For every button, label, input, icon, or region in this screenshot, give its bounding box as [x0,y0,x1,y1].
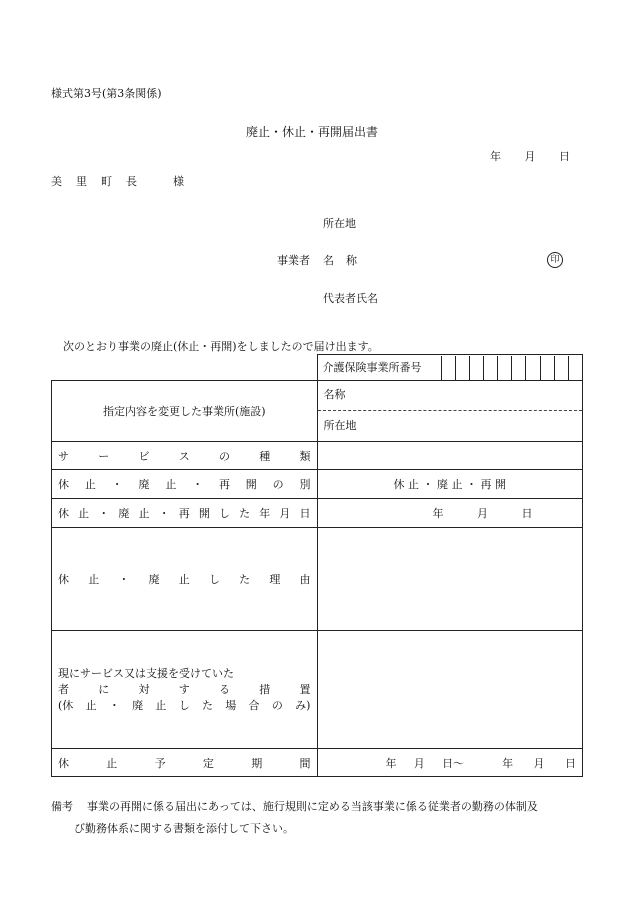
form-number: 様式第3号(第3条関係) [51,87,162,100]
office-number-digit[interactable] [442,356,456,380]
effective-date-field[interactable]: 年 月 日 [317,499,583,528]
notification-type-field[interactable]: 休 止 ・ 廃 止 ・ 再 開 [317,470,583,499]
measures-field[interactable] [317,631,583,749]
submission-date: 年 月 日 [490,150,570,163]
office-number-digit[interactable] [470,356,484,380]
office-number-digit[interactable] [569,356,582,380]
office-number-digit[interactable] [541,356,555,380]
office-label: 指定内容を変更した事業所(施設) [52,381,318,442]
planned-period-field[interactable]: 年 月 日～ 年 月 日 [317,749,583,777]
measures-label: 現にサービス又は支援を受けていた 者 に 対 す る 措 置 (休 止 ・ 廃 止 し た 場 合 の み) [52,631,318,749]
notification-type-label: 休 止 ・ 廃 止 ・ 再 開 の 別 [52,470,318,499]
applicant-business-label: 事業者 [277,254,310,267]
note-label: 備考 [51,800,73,813]
office-number-digit[interactable] [498,356,512,380]
reason-field[interactable] [317,528,583,631]
reason-label: 休 止 ・ 廃 止 し た 理 由 [52,528,318,631]
office-number-digit[interactable] [484,356,498,380]
planned-period-label: 休 止 予 定 期 間 [52,749,318,777]
office-number-digit[interactable] [526,356,540,380]
document-title: 廃止・休止・再開届出書 [246,125,379,139]
applicant-address-label: 所在地 [323,217,356,230]
intro-text: 次のとおり事業の廃止(休止・再開)をしましたので届け出ます。 [63,340,379,353]
note-line-1: 事業の再開に係る届出にあっては、施行規則に定める当該事業に係る従業者の勤務の体制及 [87,800,538,813]
office-number-digit[interactable] [456,356,470,380]
office-name-field[interactable]: 名称 [318,381,583,411]
office-number-label: 介護保険事業所番号 [318,356,442,380]
service-type-field[interactable] [317,442,583,470]
office-number-digit[interactable] [512,356,526,380]
applicant-name-label: 名 称 [323,254,357,267]
representative-label: 代表者氏名 [323,292,378,305]
notification-table [51,354,583,777]
office-number-digit[interactable] [555,356,569,380]
seal-icon: 印 [547,252,563,268]
office-address-field[interactable]: 所在地 [323,419,357,432]
effective-date-label: 休 止 ・ 廃 止 ・ 再 開 し た 年 月 日 [52,499,318,528]
note-line-2: び勤務体系に関する書類を添付して下さい。 [74,822,294,835]
addressee: 美 里 町 長 様 [51,175,184,188]
service-type-label: サ ー ビ ス の 種 類 [52,442,318,470]
office-number-cell [317,355,583,381]
